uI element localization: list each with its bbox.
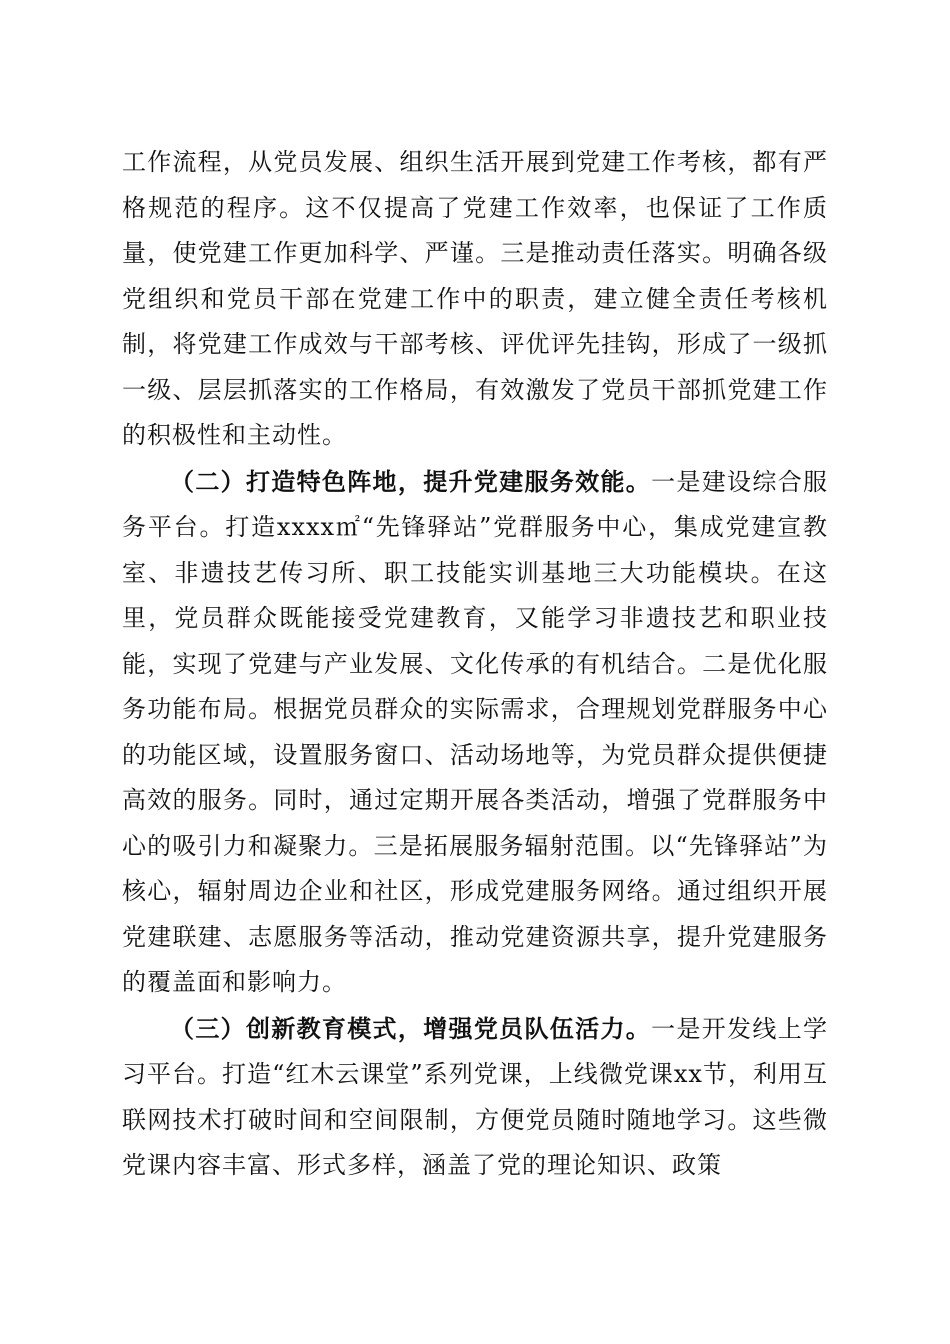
section-2-paragraph — [122, 459, 828, 1006]
paragraph-continuation — [122, 140, 828, 459]
section-3-heading: （三）创新教育模式，增强党员队伍活力。 — [170, 1013, 652, 1043]
paragraph-text: 工作流程，从党员发展、组织生活开展到党建工作考核，都有严格规范的程序。这不仅提高了党建工作效率，也保证了工作质量，使党建工作更加科学、严谨。三是推动责任落实。明确各级党组织和党员干部在党建工作中的职责，建立健全责任考核机制，将党建工作成效与干部考核、评优评先挂钩，形成了一级抓一级、层层抓落实的工作格局，有效激发了党员干部抓党建工作的积极性和主动性。 — [122, 148, 828, 449]
section-3-paragraph — [122, 1006, 828, 1189]
section-3-body: 一是开发线上学习平台。打造“红木云课堂”系列党课，上线微党课xx节，利用互联网技术打破时间和空间限制，方便党员随时随地学习。这些微党课内容丰富、形式多样，涵盖了党的理论知识、政策 — [122, 1014, 829, 1179]
document-body — [122, 140, 828, 1189]
section-2-body: 一是建设综合服务平台。打造xxxx㎡“先锋驿站”党群服务中心，集成党建宣教室、非遗技艺传习所、职工技能实训基地三大功能模块。在这里，党员群众既能接受党建教育，又能学习非遗技艺和职业技能，实现了党建与产业发展、文化传承的有机结合。二是优化服务功能布局。根据党员群众的实际需求，合理规划党群服务中心的功能区域，设置服务窗口、活动场地等，为党员群众提供便捷高效的服务。同时，通过定期开展各类活动，增强了党群服务中心的吸引力和凝聚力。三是拓展服务辐射范围。以“先锋驿站”为核心，辐射周边企业和社区，形成党建服务网络。通过组织开展党建联建、志愿服务等活动，推动党建资源共享，提升党建服务的覆盖面和影响力。 — [122, 467, 829, 996]
section-2-heading: （二）打造特色阵地，提升党建服务效能。 — [170, 466, 652, 496]
